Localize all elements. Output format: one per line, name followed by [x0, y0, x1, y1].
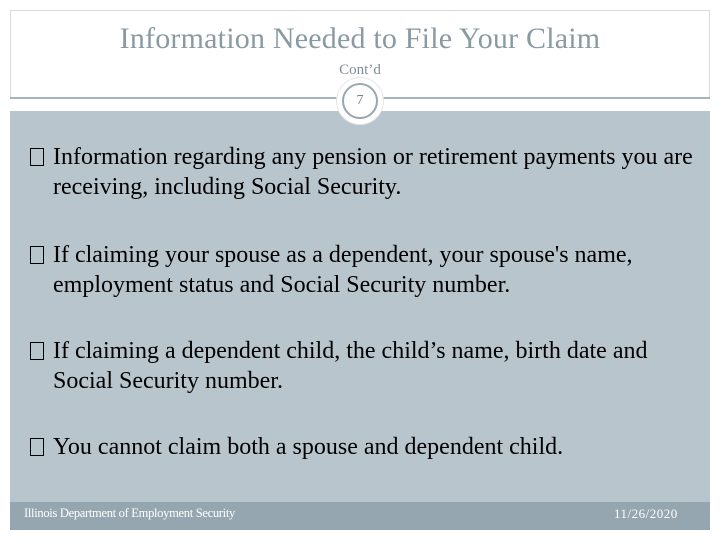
- bullet-item: [30, 142, 705, 202]
- bullet-item: [30, 336, 705, 396]
- bullet-item: [30, 432, 705, 462]
- slide-subtitle: Cont’d: [339, 62, 381, 78]
- footer-date: 11/26/2020: [614, 506, 678, 521]
- bullet-text: If claiming your spouse as a dependent, your spouse's name, employment status and Social Security number.: [53, 242, 633, 298]
- page-number: 7: [342, 83, 378, 119]
- bullet-text: If claiming a dependent child, the child’s name, birth date and Social Security number.: [53, 338, 648, 394]
- footer-organization: Illinois Department of Employment Security: [24, 506, 235, 520]
- bullet-text: Information regarding any pension or retirement payments you are receiving, including Social Security.: [53, 144, 693, 200]
- bullet-box-icon: [30, 342, 44, 360]
- bullet-box-icon: [30, 246, 44, 264]
- bullet-box-icon: [30, 148, 44, 166]
- page-number-badge: [337, 78, 383, 124]
- bullet-item: [30, 240, 705, 300]
- slide-title: Information Needed to File Your Claim: [119, 22, 601, 55]
- bullet-box-icon: [30, 438, 44, 456]
- bullet-text: You cannot claim both a spouse and dependent child.: [53, 434, 564, 460]
